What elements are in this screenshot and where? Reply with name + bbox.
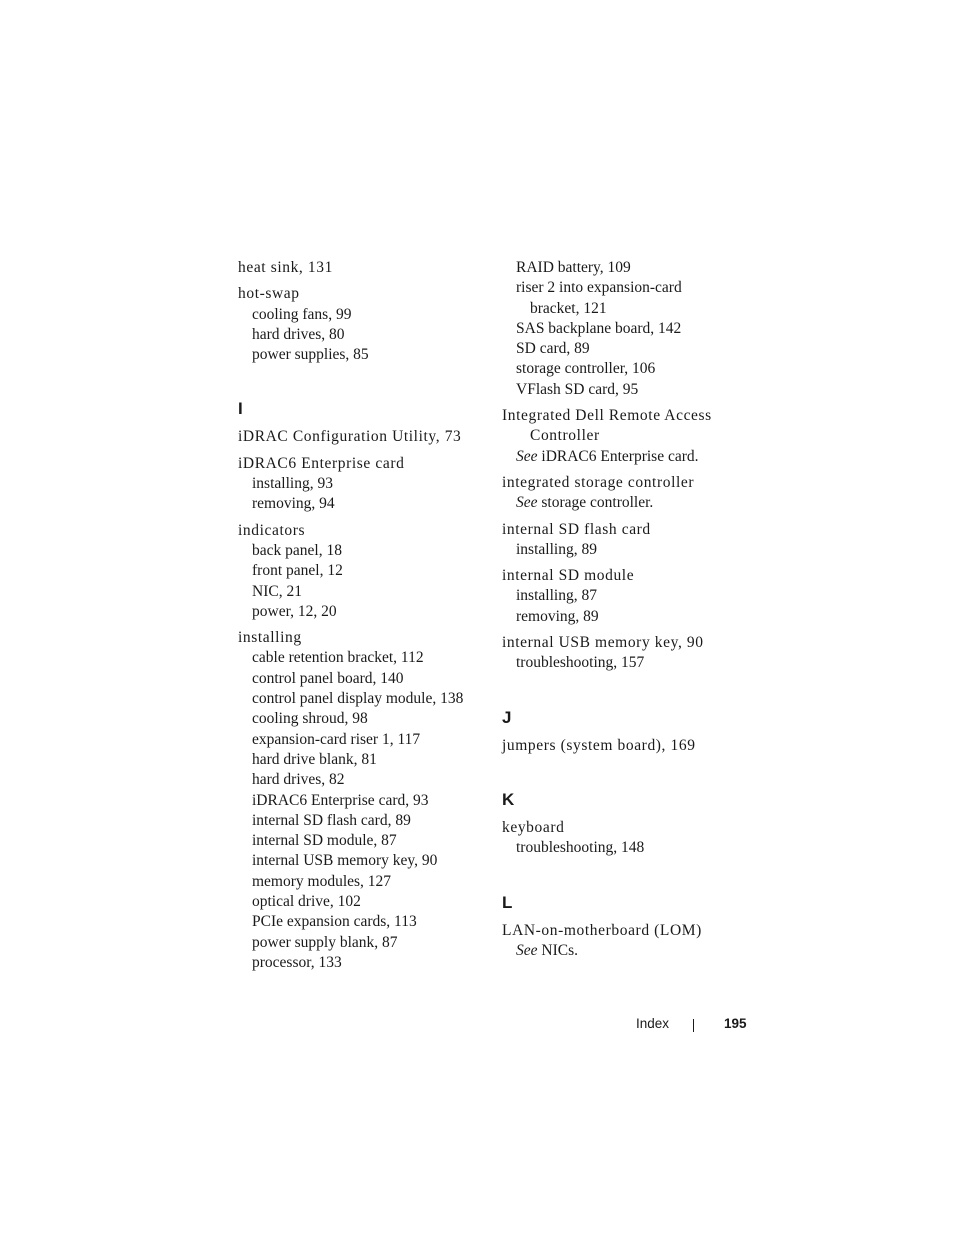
index-subentry: cable retention bracket, 112 <box>252 649 424 667</box>
index-subentry: internal SD module, 87 <box>252 832 397 850</box>
index-subentry: cooling shroud, 98 <box>252 710 368 728</box>
index-entry-installing <box>238 628 478 973</box>
index-subentry: expansion-card riser 1, 117 <box>252 730 421 748</box>
index-subentry: installing, 93 <box>252 475 333 493</box>
index-subentry: control panel display module, 138 <box>252 690 464 708</box>
index-subentry: SD card, 89 <box>516 340 590 358</box>
index-subentry: internal USB memory key, 90 <box>252 852 438 870</box>
index-subentry: back panel, 18 <box>252 541 342 559</box>
index-entry-jumpers <box>502 736 742 756</box>
index-entry-indicators <box>238 521 478 622</box>
see-label: See <box>516 494 538 512</box>
index-entry-internal-sd-module <box>502 566 742 627</box>
see-target: iDRAC6 Enterprise card. <box>537 447 699 465</box>
index-entry-idrac6-card <box>238 454 478 515</box>
index-subentry: optical drive, 102 <box>252 893 361 911</box>
index-term: internal SD module <box>502 567 635 585</box>
index-subentry: installing, 89 <box>516 540 597 558</box>
index-subentry: power supply blank, 87 <box>252 933 398 951</box>
index-term: internal USB memory key, 90 <box>502 634 704 652</box>
index-subentry: NIC, 21 <box>252 582 302 600</box>
index-term: heat sink, 131 <box>238 259 333 276</box>
index-subentry: riser 2 into expansion-card <box>516 279 682 297</box>
index-letter-heading: L <box>502 892 513 912</box>
index-entry-installing-continued <box>502 258 742 400</box>
index-entry-integrated-dell <box>502 406 742 467</box>
index-subentry-continuation: bracket, 121 <box>530 299 607 317</box>
index-subentry: VFlash SD card, 95 <box>516 380 639 398</box>
index-term: jumpers (system board), 169 <box>502 736 696 754</box>
index-letter-heading: K <box>502 789 515 809</box>
index-term: iDRAC Configuration Utility, 73 <box>238 428 462 446</box>
index-subentry: SAS backplane board, 142 <box>516 319 682 337</box>
index-see-reference <box>502 493 742 513</box>
index-entry-integrated-storage <box>502 473 742 514</box>
index-letter-heading: J <box>502 707 512 727</box>
index-entry-hot-swap <box>238 284 478 365</box>
index-subentry: control panel board, 140 <box>252 669 404 687</box>
index-term-continuation: Controller <box>530 427 600 445</box>
footer-section-label: Index <box>636 1016 670 1031</box>
index-subentry: internal SD flash card, 89 <box>252 811 411 829</box>
index-entry-lan <box>502 921 742 962</box>
index-subentry: memory modules, 127 <box>252 872 392 890</box>
index-subentry: front panel, 12 <box>252 562 343 580</box>
index-subentry: processor, 133 <box>252 953 342 971</box>
index-subentry: troubleshooting, 148 <box>516 839 645 857</box>
index-term: internal SD flash card <box>502 520 651 538</box>
index-column-right <box>502 258 742 961</box>
index-term: iDRAC6 Enterprise card <box>238 454 405 472</box>
index-subentry: hard drive blank, 81 <box>252 750 377 768</box>
index-subentry: hard drives, 82 <box>252 771 345 789</box>
index-entry-keyboard <box>502 818 742 859</box>
index-subentry: power supplies, 85 <box>252 346 369 364</box>
index-term: installing <box>238 629 302 647</box>
footer-divider <box>693 1019 694 1032</box>
see-label: See <box>516 941 538 959</box>
index-entry-idrac-config <box>238 427 478 447</box>
index-subentry: troubleshooting, 157 <box>516 654 645 672</box>
see-target: storage controller. <box>537 494 654 512</box>
index-see-reference <box>502 447 742 467</box>
index-entry-heat-sink <box>238 258 478 278</box>
page-number: 195 <box>724 1016 747 1031</box>
index-term: indicators <box>238 521 306 539</box>
index-term: hot-swap <box>238 285 300 303</box>
index-column-left <box>238 258 478 973</box>
index-term: integrated storage controller <box>502 473 695 491</box>
index-subentry: power, 12, 20 <box>252 602 337 620</box>
index-subentry: removing, 94 <box>252 495 335 513</box>
see-label: See <box>516 447 538 465</box>
index-see-reference <box>502 941 742 961</box>
index-subentry: hard drives, 80 <box>252 325 345 343</box>
index-subentry: iDRAC6 Enterprise card, 93 <box>252 791 429 809</box>
index-subentry: storage controller, 106 <box>516 360 656 378</box>
see-target: NICs. <box>537 941 578 959</box>
index-term: keyboard <box>502 818 565 836</box>
index-letter-heading: I <box>238 399 243 419</box>
index-subentry: PCIe expansion cards, 113 <box>252 913 417 931</box>
index-subentry: RAID battery, 109 <box>516 259 631 276</box>
index-term: LAN-on-motherboard (LOM) <box>502 921 702 939</box>
index-entry-internal-sd-flash <box>502 520 742 561</box>
index-subentry: removing, 89 <box>516 607 599 625</box>
index-subentry: cooling fans, 99 <box>252 305 352 323</box>
index-entry-internal-usb <box>502 633 742 674</box>
index-term: Integrated Dell Remote Access <box>502 407 712 425</box>
page-footer <box>636 1014 748 1034</box>
index-subentry: installing, 87 <box>516 587 597 605</box>
